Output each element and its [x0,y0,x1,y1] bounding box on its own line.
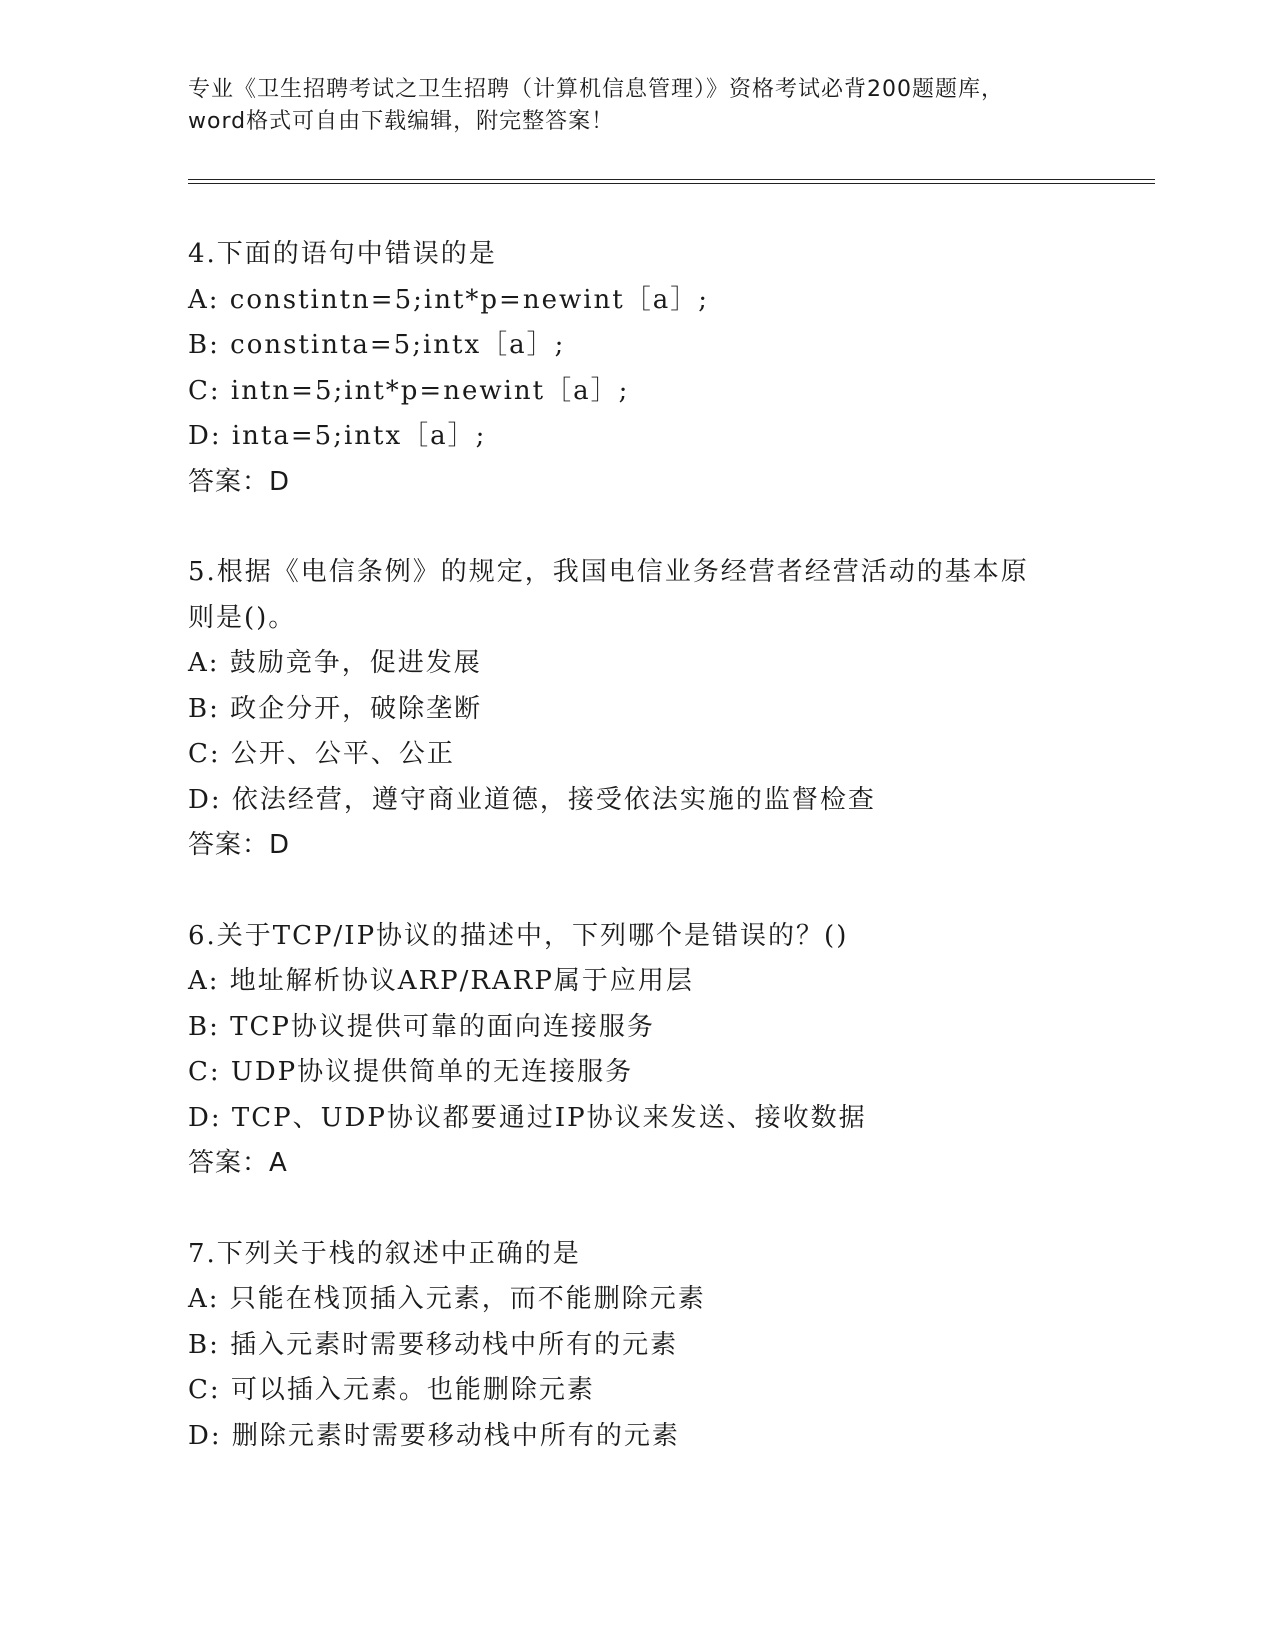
question-4 [188,232,1088,505]
option-d: D: inta=5;intx［a］; [188,421,487,451]
answer-line: 答案：A [188,1148,288,1178]
option-a: A: constintn=5;int*p=newint［a］; [188,284,709,315]
option-c: C: UDP协议提供简单的无连接服务 [188,1057,634,1087]
option-b: B: constinta=5;intx［a］; [188,330,566,360]
question-7 [188,1232,1088,1460]
option-c: C: 公开、公平、公正 [188,739,455,769]
option-a: A: 只能在栈顶插入元素，而不能删除元素 [188,1284,706,1314]
option-b: B: 政企分开，破除垄断 [188,693,483,724]
option-b: B: 插入元素时需要移动栈中所有的元素 [188,1329,679,1360]
header-title-line-2: word格式可自由下载编辑，附完整答案！ [188,109,615,134]
header-double-rule [188,179,1155,184]
option-a: A: 地址解析协议ARP/RARP属于应用层 [188,966,694,996]
option-d: D: 删除元素时需要移动栈中所有的元素 [188,1420,680,1451]
question-stem: 5.根据《电信条例》的规定，我国电信业务经营者经营活动的基本原 [188,557,1029,587]
question-5 [188,550,1088,869]
question-stem: 6.关于TCP/IP协议的描述中，下列哪个是错误的？() [188,920,849,951]
question-stem: 4.下面的语句中错误的是 [188,239,497,269]
option-c: C: intn=5;int*p=newint［a］; [188,375,630,406]
option-b: B: TCP协议提供可靠的面向连接服务 [188,1011,655,1042]
answer-line: 答案：D [188,830,291,860]
option-d: D: 依法经营，遵守商业道德，接受依法实施的监督检查 [188,784,876,815]
option-c: C: 可以插入元素。也能删除元素 [188,1375,595,1405]
answer-line: 答案：D [188,466,291,497]
option-a: A: 鼓励竞争，促进发展 [188,648,482,678]
question-6 [188,914,1088,1187]
option-d: D: TCP、UDP协议都要通过IP协议来发送、接收数据 [188,1102,867,1133]
document-header [188,74,1088,138]
question-list [188,232,1088,1504]
question-stem-continued: 则是()。 [188,602,297,633]
question-stem: 7.下列关于栈的叙述中正确的是 [188,1238,581,1269]
header-title-line-1: 专业《卫生招聘考试之卫生招聘（计算机信息管理）》资格考试必背200题题库， [188,77,1004,102]
